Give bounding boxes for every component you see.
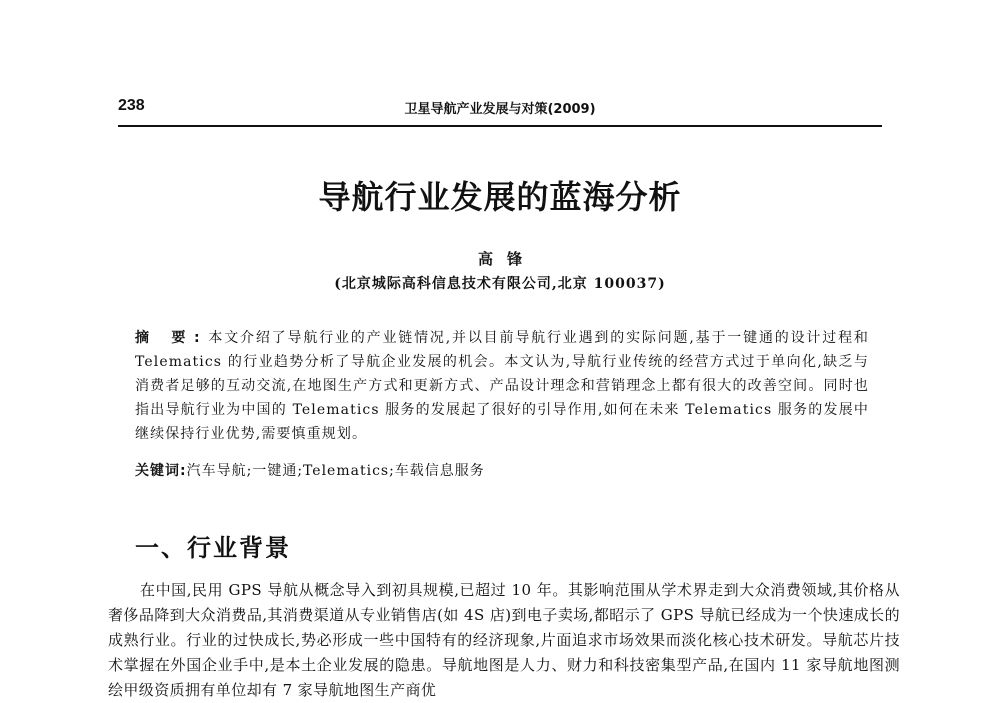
abstract-text: 本文介绍了导航行业的产业链情况,并以目前导航行业遇到的实际问题,基于一键通的设计过程和 Telematics 的行业趋势分析了导航企业发展的机会。本文认为,导航行业传统的经营方式过于单向化,缺乏与消费者足够的互动交流,在地图生产方式和更新方式、产品设计理念和营销理念上都有很大的改善空间。同时也指出导航行业为中国的 Telematics 服务的发展起了很好的引导作用,如何在未来 Telematics 服务的发展中继续保持行业优势,需要慎重规划。 [135,330,869,442]
header-rule [118,125,882,127]
author-affiliation: (北京城际高科信息技术有限公司,北京 100037) [334,276,666,292]
keywords-label: 关键词: [135,463,187,479]
abstract [135,326,869,446]
section-heading: 一、行业背景 [135,534,291,562]
page-number: 238 [118,97,145,114]
article-title: 导航行业发展的蓝海分析 [318,178,682,216]
keywords [135,459,869,483]
author-name: 高锋 [477,250,536,268]
keywords-text: 汽车导航;一键通;Telematics;车载信息服务 [186,463,485,479]
body-paragraph: 在中国,民用 GPS 导航从概念导入到初具规模,已超过 10 年。其影响范围从学术界走到大众消费领域,其价格从奢侈品降到大众消费品,其消费渠道从专业销售店(如 4S 店)到电子卖场,都昭示了 GPS 导航已经成为一个快速成长的成熟行业。行业的过快成长,势必形成一些中国特有的经济现象,片面追求市场效果而淡化核心技术研发。导航芯片技术掌握在外国企业手中,是本土企业发展的隐患。导航地图是人力、财力和科技密集型产品,在国内 11 家导航地图测绘甲级资质拥有单位却有 7 家导航地图生产商优 [108,581,900,699]
page-header [118,97,882,119]
running-title: 卫星导航产业发展与对策(2009) [404,102,596,117]
abstract-label: 摘 要: [135,330,208,346]
